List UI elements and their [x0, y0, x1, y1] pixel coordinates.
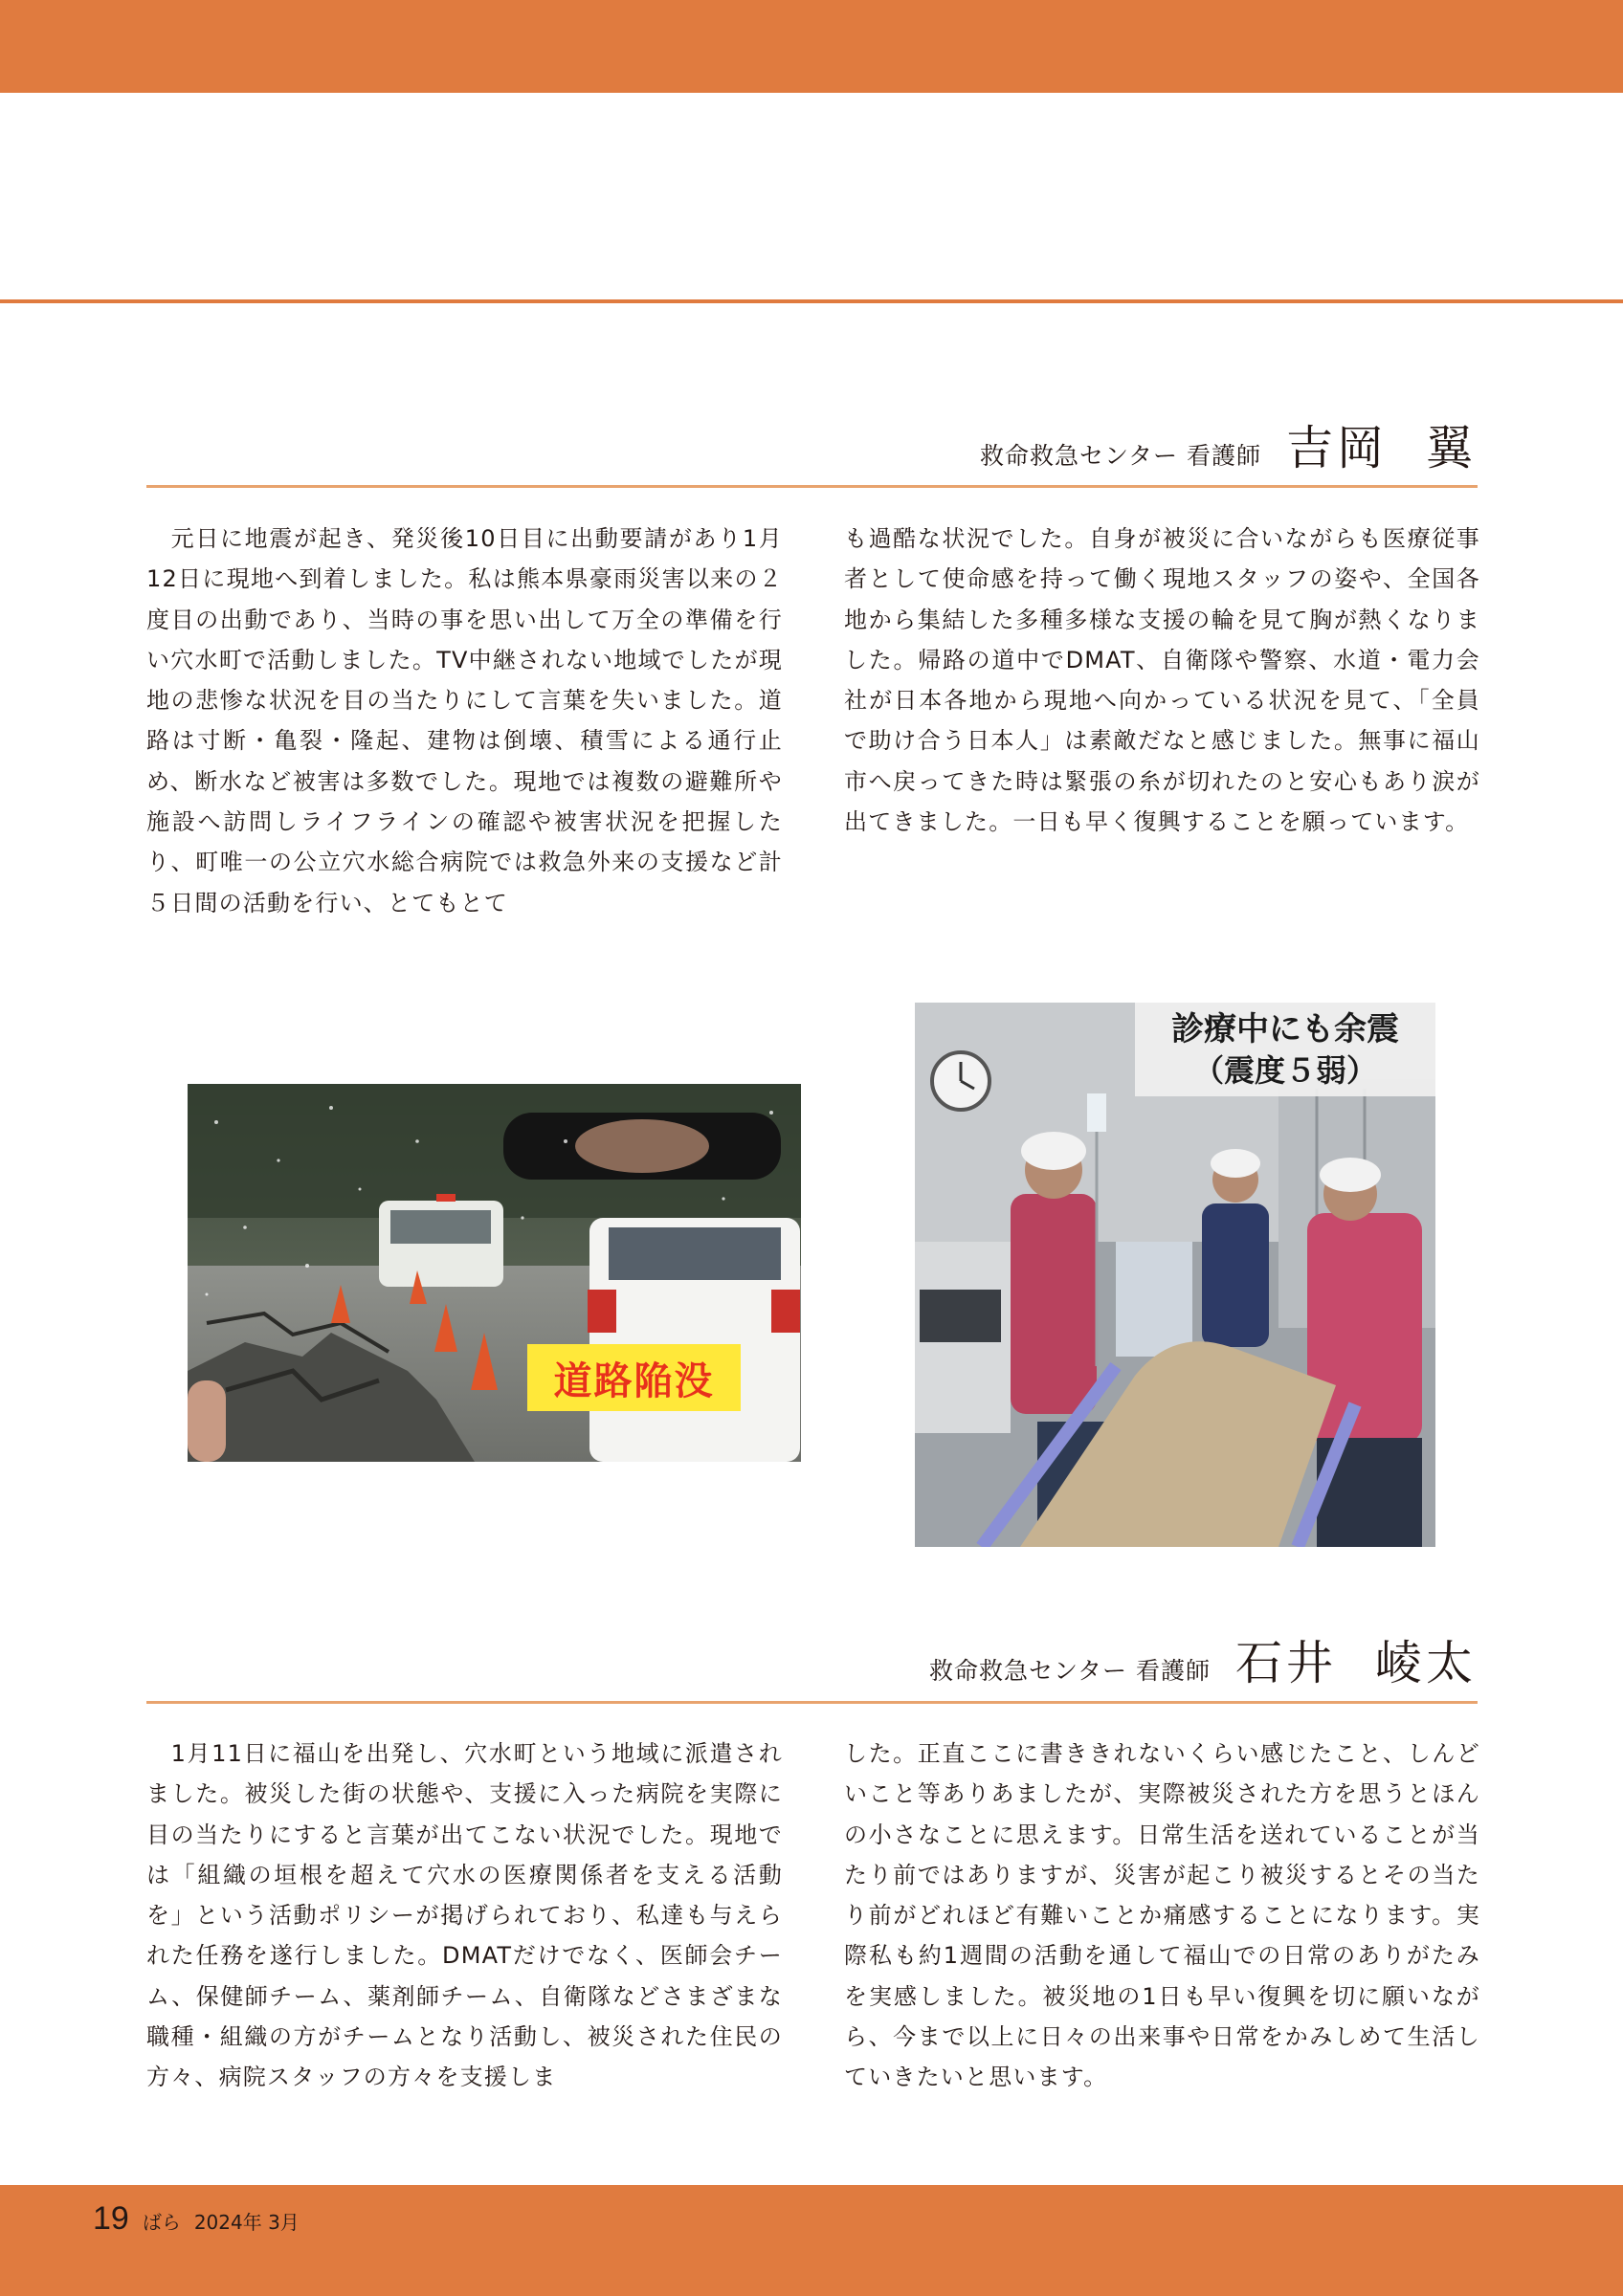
- clinic-caption-line2: （震度５弱）: [1192, 1052, 1377, 1089]
- road-collapse-photo: [188, 1084, 801, 1462]
- article2-author-name: [1235, 1626, 1477, 1693]
- article1-column-right: も過酷な状況でした。自身が被災に合いながらも医療従事者として使命感を持って働く現地スタッフの姿や、全国各地から集結した多種多様な支援の輪を見て胸が熱くなりました。帰路の道中でDMAT、自衛隊や警察、水道・電力会社が日本各地から現地へ向かっている状況を見て、「全員で助け合う日本人」は素敵だなと感じました。無事に福山市へ戻ってきた時は緊張の糸が切れたのと安心もあり涙が出てきました。一日も早く復興することを願っています。: [844, 525, 1480, 836]
- article2-author-given: 崚太: [1374, 1636, 1477, 1690]
- page-number: 19: [93, 2200, 129, 2237]
- article1-author-name: [1286, 411, 1477, 478]
- footer: [93, 2200, 300, 2238]
- article1-author-given: 翼: [1425, 421, 1477, 475]
- clinic-aftershock-photo: [915, 1003, 1435, 1547]
- clinic-caption-box: [1135, 1003, 1435, 1096]
- header-band: [0, 0, 1623, 93]
- article2-column-left: 1月11日に福山を出発し、穴水町という地域に派遣されました。被災した街の状態や、支援に入った病院を実際に目の当たりにすると言葉が出てこない状況でした。現地では「組織の垣根を超えて穴水の医療関係者を支える活動を」という活動ポリシーが掲げられており、私達も与えられた任務を遂行しました。DMATだけでなく、医師会チーム、保健師チーム、薬剤師チーム、自衛隊などさまざまな職種・組織の方がチームとなり活動し、被災された住民の方々、病院スタッフの方々を支援しま: [146, 1740, 783, 2091]
- article2-rule: [146, 1701, 1478, 1704]
- magazine-name: ばら: [142, 2211, 181, 2234]
- article2-byline: [929, 1626, 1477, 1693]
- issue-date: 2024年 3月: [193, 2211, 300, 2234]
- road-caption-box: [527, 1344, 741, 1411]
- clinic-caption-line1: 診療中にも余震: [1171, 1010, 1399, 1049]
- header-rule: [0, 299, 1623, 303]
- road-caption: 道路陥没: [553, 1358, 715, 1403]
- article1-column-left: 元日に地震が起き、発災後10日目に出動要請があり1月12日に現地へ到着しました。私は熊本県豪雨災害以来の２度目の出動であり、当時の事を思い出して万全の準備を行い穴水町で活動しました。TV中継されない地域でしたが現地の悲惨な状況を目の当たりにして言葉を失いました。道路は寸断・亀裂・隆起、建物は倒壊、積雪による通行止め、断水など被害は多数でした。現地では複数の避難所や施設へ訪問しライフラインの確認や被害状況を把握したり、町唯一の公立穴水総合病院では救急外来の支援など計５日間の活動を行い、とてもとて: [146, 525, 783, 916]
- article2-author-surname: 石井: [1234, 1636, 1337, 1690]
- article2-column-right: した。正直ここに書ききれないくらい感じたこと、しんどいこと等ありあましたが、実際被災された方を思うとほんの小さなことに思えます。日常生活を送れていることが当たり前ではありますが、災害が起こり被災するとその当たり前がどれほど有難いことか痛感することになります。実際私も約1週間の活動を通して福山での日常のありがたみを実感しました。被災地の1日も早い復興を切に願いながら、今まで以上に日々の出来事や日常をかみしめて生活していきたいと思います。: [844, 1740, 1480, 2091]
- article2-author-role: 救命救急センター 看護師: [929, 1657, 1211, 1685]
- article1-byline: [980, 411, 1477, 478]
- article1-rule: [146, 485, 1478, 488]
- article1-author-role: 救命救急センター 看護師: [980, 442, 1261, 470]
- article1-author-surname: 吉岡: [1285, 421, 1388, 475]
